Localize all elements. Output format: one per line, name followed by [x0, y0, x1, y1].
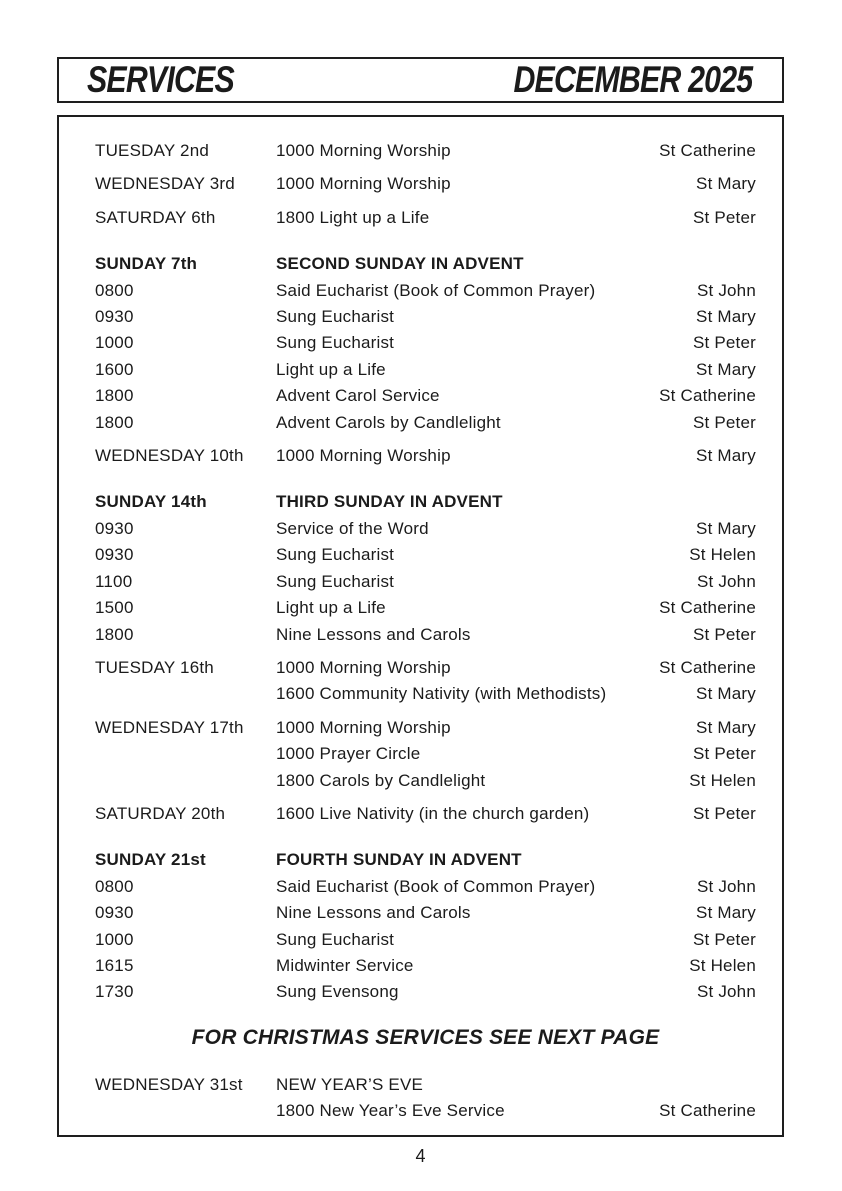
- day-cell: 0930: [95, 545, 134, 565]
- day-cell: 1800: [95, 386, 134, 406]
- schedule-row: [95, 927, 756, 953]
- service-cell: Sung Eucharist: [276, 307, 395, 327]
- day-cell: SUNDAY 21st: [95, 850, 206, 870]
- church-cell: St Helen: [689, 545, 756, 565]
- schedule-row: [95, 715, 756, 741]
- service-cell: Sung Eucharist: [276, 571, 395, 591]
- church-cell: St Mary: [696, 359, 756, 379]
- church-cell: St Mary: [696, 684, 756, 704]
- service-cell: THIRD SUNDAY IN ADVENT: [276, 492, 503, 512]
- day-cell: 1600: [95, 359, 134, 379]
- church-cell: St John: [696, 876, 756, 896]
- service-cell: Advent Carol Service: [276, 386, 440, 406]
- day-cell: 0800: [95, 876, 134, 896]
- day-cell: 0800: [95, 280, 134, 300]
- schedule-row: [95, 847, 756, 873]
- christmas-notice: FOR CHRISTMAS SERVICES SEE NEXT PAGE: [191, 1025, 660, 1049]
- day-cell: [95, 741, 276, 767]
- church-cell: St Mary: [696, 446, 756, 466]
- day-cell: 1615: [95, 955, 134, 975]
- schedule-group: [95, 138, 756, 164]
- schedule-row: [95, 542, 756, 568]
- service-cell: Light up a Life: [276, 598, 386, 618]
- day-cell: TUESDAY 2nd: [95, 141, 210, 160]
- service-cell: 1000 Morning Worship: [276, 446, 451, 466]
- day-cell: WEDNESDAY 3rd: [95, 174, 235, 194]
- service-cell: Sung Eucharist: [276, 333, 395, 353]
- day-cell: 0930: [95, 518, 134, 538]
- day-cell: SUNDAY 7th: [95, 254, 198, 274]
- schedule-row: [95, 979, 756, 1005]
- church-cell: St Mary: [696, 903, 756, 923]
- schedule-row: [95, 304, 756, 330]
- day-cell: 1000: [95, 333, 134, 353]
- schedule-row: [95, 655, 756, 681]
- service-cell: Sung Evensong: [276, 982, 399, 1002]
- day-cell: 0930: [95, 903, 134, 923]
- church-cell: St Mary: [696, 717, 756, 737]
- church-cell: St Catherine: [659, 657, 756, 677]
- service-cell: SECOND SUNDAY IN ADVENT: [276, 254, 524, 274]
- church-cell: St John: [696, 982, 756, 1002]
- church-cell: St Mary: [696, 518, 756, 538]
- schedule-group: [95, 655, 756, 708]
- schedule-row: [95, 383, 756, 409]
- schedule-group: [95, 171, 756, 197]
- day-cell: WEDNESDAY 17th: [95, 717, 244, 737]
- header-bar: [57, 57, 784, 103]
- schedule-row: [95, 357, 756, 383]
- schedule-group: [95, 847, 756, 1005]
- services-schedule-box: [57, 115, 784, 1137]
- service-cell: 1000 Morning Worship: [276, 141, 451, 160]
- schedule-group: [95, 251, 756, 436]
- schedule-row: [95, 1098, 756, 1124]
- day-cell: 1100: [95, 571, 133, 591]
- schedule-row: [95, 768, 756, 794]
- service-cell: 1800 Light up a Life: [276, 207, 430, 227]
- schedule-row: [95, 953, 756, 979]
- service-cell: Nine Lessons and Carols: [276, 624, 471, 644]
- service-cell: Midwinter Service: [276, 955, 414, 975]
- service-cell: 1800 Carols by Candlelight: [276, 770, 486, 790]
- church-cell: St Catherine: [659, 386, 756, 406]
- service-cell: 1000 Prayer Circle: [276, 744, 421, 764]
- page-number: 4: [415, 1146, 426, 1166]
- day-cell: 1800: [95, 624, 134, 644]
- day-cell: SATURDAY 20th: [95, 803, 226, 823]
- day-cell: [95, 1098, 276, 1124]
- service-cell: 1600 Community Nativity (with Methodists): [276, 684, 607, 704]
- schedule-row: [95, 410, 756, 436]
- schedule-row: [95, 251, 756, 277]
- service-cell: Said Eucharist (Book of Common Prayer): [276, 876, 596, 896]
- day-cell: 1500: [95, 598, 134, 618]
- service-cell: 1600 Live Nativity (in the church garden): [276, 803, 590, 823]
- church-cell: St Helen: [689, 955, 756, 975]
- church-cell: St Peter: [692, 333, 756, 353]
- church-cell: St Mary: [696, 174, 756, 194]
- service-cell: Service of the Word: [276, 518, 429, 538]
- schedule-row: [95, 330, 756, 356]
- day-cell: 0930: [95, 307, 134, 327]
- schedule-row: [95, 681, 756, 707]
- day-cell: WEDNESDAY 10th: [95, 446, 244, 466]
- church-cell: St Peter: [692, 744, 756, 764]
- service-cell: FOURTH SUNDAY IN ADVENT: [276, 850, 522, 870]
- schedule-row: [95, 516, 756, 542]
- day-cell: [95, 681, 276, 707]
- schedule-row: [95, 569, 756, 595]
- schedule-group: [95, 489, 756, 647]
- service-cell: 1800 New Year’s Eve Service: [276, 1101, 505, 1121]
- church-cell: St Catherine: [659, 1101, 756, 1121]
- church-cell: St Peter: [692, 412, 756, 432]
- schedule-row: [95, 900, 756, 926]
- schedule-group: [95, 1072, 756, 1125]
- church-cell: St John: [696, 280, 756, 300]
- day-cell: SATURDAY 6th: [95, 207, 216, 227]
- service-cell: Said Eucharist (Book of Common Prayer): [276, 280, 596, 300]
- service-cell: NEW YEAR’S EVE: [276, 1074, 424, 1094]
- day-cell: TUESDAY 16th: [95, 657, 214, 677]
- church-cell: St Catherine: [659, 598, 756, 618]
- schedule-row: [95, 801, 756, 827]
- service-cell: Sung Eucharist: [276, 929, 395, 949]
- header-month-title: DECEMBER 2025: [513, 59, 752, 100]
- service-cell: 1000 Morning Worship: [276, 717, 451, 737]
- church-cell: St Peter: [692, 803, 756, 823]
- schedule-groups: [95, 138, 756, 1125]
- church-cell: St Peter: [692, 207, 756, 227]
- church-cell: St Peter: [692, 929, 756, 949]
- schedule-row: [95, 622, 756, 648]
- schedule-row: [95, 1072, 756, 1098]
- service-cell: Light up a Life: [276, 359, 386, 379]
- service-cell: 1000 Morning Worship: [276, 657, 451, 677]
- schedule-group: [95, 801, 756, 827]
- church-cell: St Peter: [692, 624, 756, 644]
- schedule-row: [95, 595, 756, 621]
- schedule-row: [95, 741, 756, 767]
- schedule-row: [95, 138, 756, 164]
- schedule-group: [95, 443, 756, 469]
- service-cell: Sung Eucharist: [276, 545, 395, 565]
- schedule-row: [95, 489, 756, 515]
- day-cell: 1000: [95, 929, 134, 949]
- church-cell: St Mary: [696, 307, 756, 327]
- schedule-row: [95, 278, 756, 304]
- schedule-group: [95, 715, 756, 794]
- schedule-row: [95, 205, 756, 231]
- schedule-group: [95, 205, 756, 231]
- service-cell: Nine Lessons and Carols: [276, 903, 471, 923]
- schedule-row: [95, 171, 756, 197]
- day-cell: 1730: [95, 982, 134, 1002]
- church-cell: St John: [696, 571, 756, 591]
- schedule-row: [95, 874, 756, 900]
- schedule-row: [95, 443, 756, 469]
- day-cell: [95, 768, 276, 794]
- day-cell: 1800: [95, 412, 134, 432]
- service-cell: 1000 Morning Worship: [276, 174, 451, 194]
- church-cell: St Helen: [689, 770, 756, 790]
- day-cell: SUNDAY 14th: [95, 492, 207, 512]
- service-cell: Advent Carols by Candlelight: [276, 412, 501, 432]
- page-title: SERVICES: [87, 59, 234, 100]
- church-cell: St Catherine: [659, 141, 756, 160]
- day-cell: WEDNESDAY 31st: [95, 1074, 243, 1094]
